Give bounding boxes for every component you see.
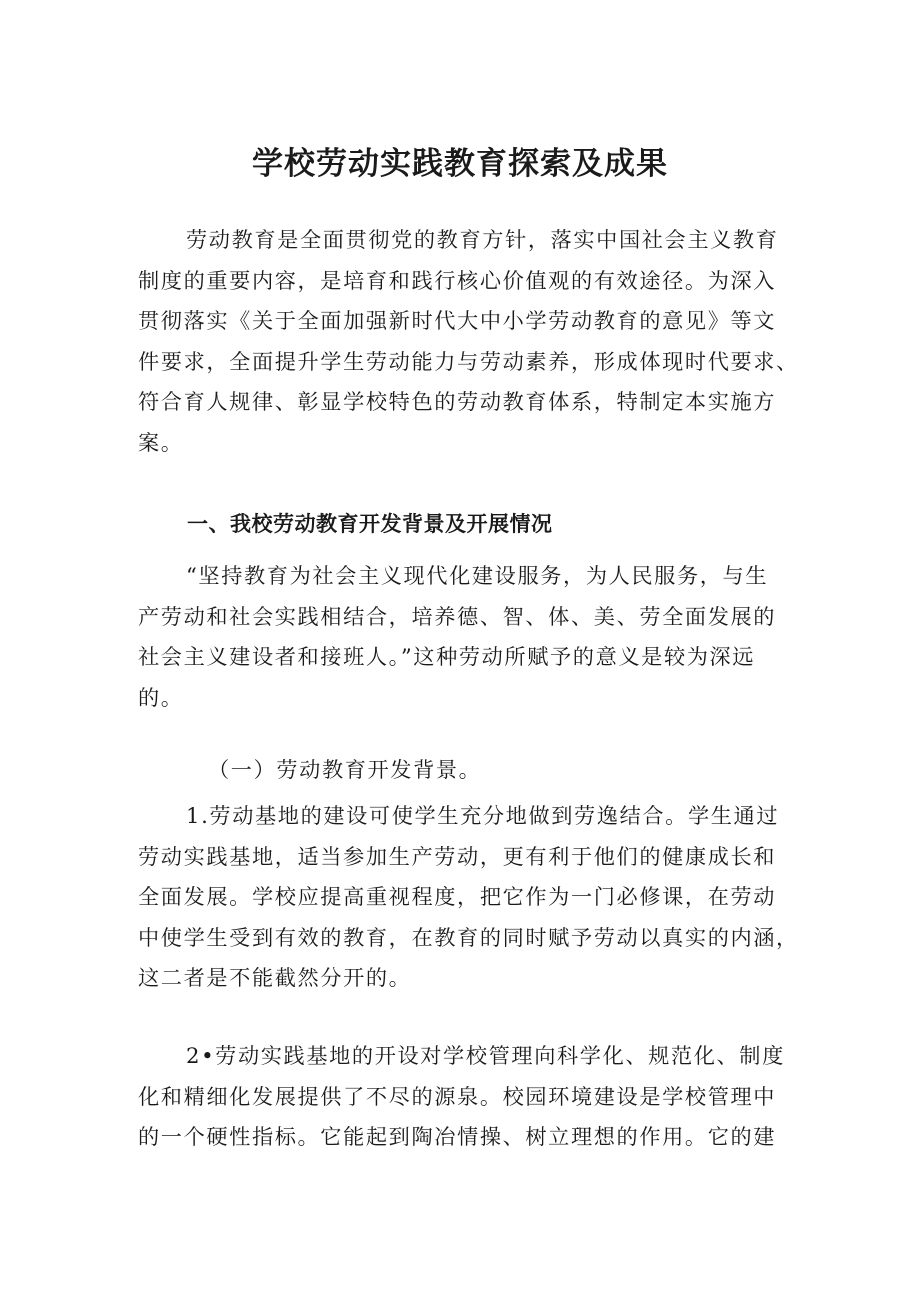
intro-line: 件要求，全面提升学生劳动能力与劳动素养，形成体现时代要求、 [138,348,799,374]
intro-line: 符合育人规律、彰显学校特色的劳动教育体系，特制定本实施方 [138,389,777,414]
item-1-paragraph [138,796,799,999]
item-line: 的一个硬性指标。它能起到陶冶情操、树立理想的作用。它的建 [138,1124,777,1149]
quote-line: 产劳动和社会实践相结合，培养德、智、体、美、劳全面发展的 [138,603,777,629]
subsection-heading-text: （一）劳动教育开发背景。 [208,757,482,782]
item-line: 1.劳动基地的建设可使学生充分地做到劳逸结合。学生通过 [186,803,780,828]
document-title: 学校劳动实践教育探索及成果 [252,146,668,182]
section-heading: 一、我校劳动教育开发背景及开展情况 [187,512,553,536]
intro-line: 劳动教育是全面贯彻党的教育方针，落实中国社会主义教育 [186,227,779,252]
intro-line: 贯彻落实《关于全面加强新时代大中小学劳动教育的意见》等文 [138,308,777,333]
quote-paragraph [138,556,794,718]
subsection-heading [138,750,794,791]
quote-line: “坚持教育为社会主义现代化建设服务，为人民服务，与生 [186,563,769,588]
item-line: 劳动实践基地，适当参加生产劳动，更有利于他们的健康成长和 [138,843,777,869]
intro-line: 案。 [138,429,184,455]
quote-line: 的。 [138,684,184,710]
item-line: 全面发展。学校应提高重视程度，把它作为一门必修课，在劳动 [138,884,777,909]
item-line: 2•劳动实践基地的开设对学校管理向科学化、规范化、制度 [186,1043,785,1068]
item-line: 中使学生受到有效的教育，在教育的同时赋予劳动以真实的内涵， [138,924,799,950]
item-2-paragraph [138,1036,794,1158]
quote-line: 社会主义建设者和接班人。”这种劳动所赋予的意义是较为深远 [138,644,756,669]
intro-paragraph [138,220,799,463]
intro-line: 制度的重要内容，是培育和践行核心价值观的有效途径。为深入 [138,267,777,293]
item-line: 这二者是不能截然分开的。 [138,965,412,990]
item-line: 化和精细化发展提供了不尽的源泉。校园环境建设是学校管理中 [138,1083,777,1109]
